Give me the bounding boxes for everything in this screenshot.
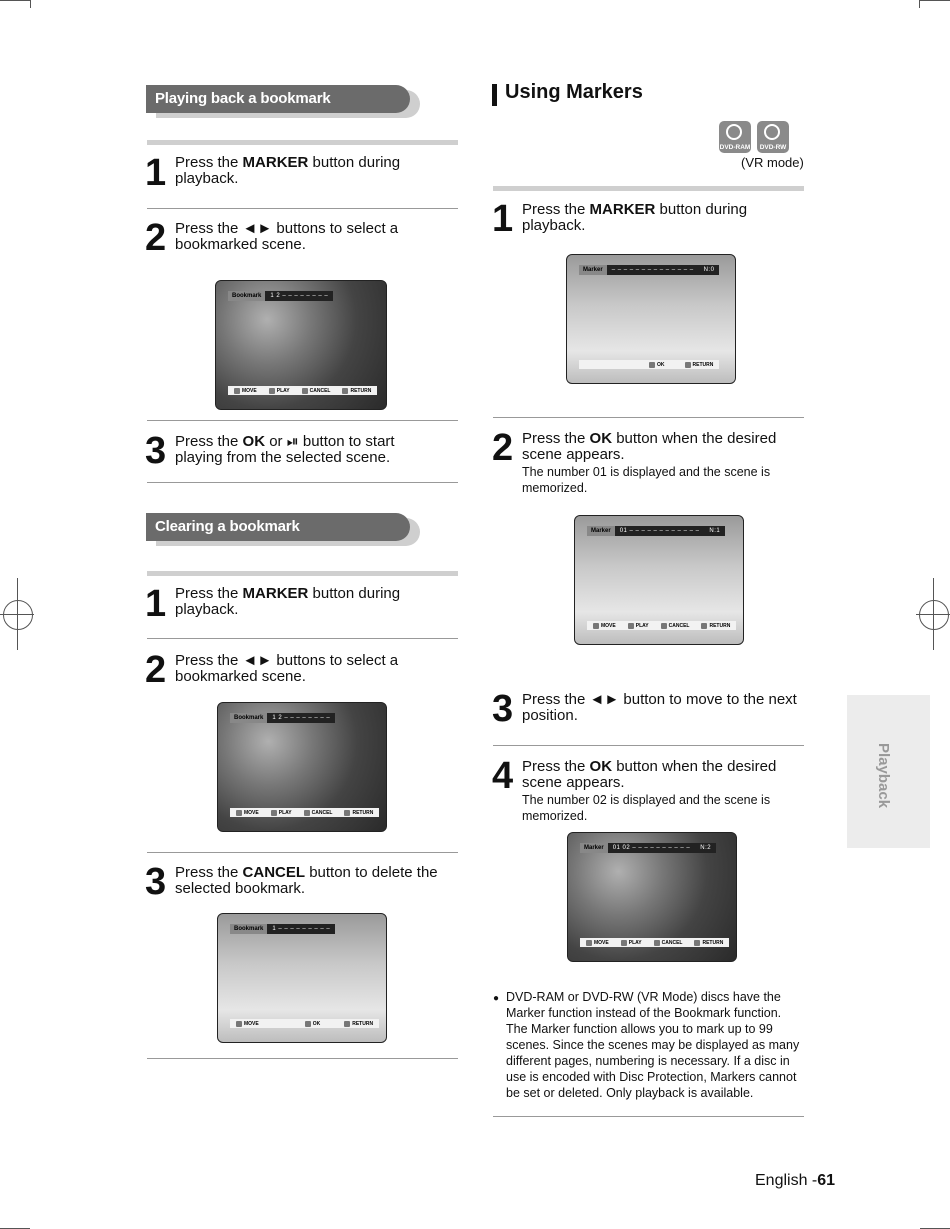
return-icon — [344, 810, 350, 816]
section-title: Playing back a bookmark — [155, 90, 331, 107]
tv-screen-bookmark — [217, 702, 387, 832]
step-text: Press the MARKER button during playback. — [175, 585, 401, 618]
note-text: DVD-RAM or DVD-RW (VR Mode) discs have the Marker function instead of the Bookmark function. The Marker function allows you to mark up to 99 scenes. Since the scenes may be displayed as many different pages, numbering is necessary. If a disc in use is encoded with Disc Protection, Markers cannot be set or deleted. Only playback is available. — [506, 990, 800, 1100]
move-icon — [236, 810, 242, 816]
step-text: Press the OK button when the desired scene appears. The number 02 is displayed and the scene is memorized. — [522, 758, 777, 823]
divider — [147, 140, 458, 145]
section-header-playing-back — [146, 85, 410, 113]
cancel-icon — [302, 388, 308, 394]
cancel-icon — [654, 940, 660, 946]
step-number: 3 — [492, 688, 512, 730]
step-number: 1 — [145, 152, 165, 194]
page-title: Using Markers — [505, 81, 643, 103]
title-bar-accent — [492, 84, 497, 106]
divider — [147, 420, 458, 421]
divider — [147, 482, 458, 483]
return-icon — [694, 940, 700, 946]
move-icon — [236, 1021, 242, 1027]
step-number: 2 — [145, 217, 165, 259]
crop-mark — [17, 578, 18, 650]
osd-buttons: MOVE PLAY CANCEL RETURN — [580, 938, 729, 947]
bullet-icon: ● — [493, 993, 500, 1004]
crop-mark — [920, 0, 950, 1]
divider — [493, 417, 804, 418]
divider — [493, 745, 804, 746]
step-number: 2 — [145, 649, 165, 691]
divider — [147, 571, 458, 576]
step-number: 4 — [492, 755, 512, 797]
return-icon — [701, 623, 707, 629]
step-text: Press the CANCEL button to delete the selected bookmark. — [175, 864, 438, 897]
crop-mark — [30, 0, 31, 8]
move-icon — [586, 940, 592, 946]
step-text: Press the ◄► buttons to select a bookmarked scene. — [175, 220, 399, 253]
osd-bar: Bookmark 1 – – – – – – – – – — [230, 924, 335, 934]
side-tab-label: Playback — [875, 743, 892, 809]
step-text: Press the OK or ⏯ button to start playing from the selected scene. — [175, 433, 395, 466]
ok-icon — [649, 362, 655, 368]
step-text: Press the ◄► button to move to the next position. — [522, 691, 797, 724]
tv-screen-marker — [567, 832, 737, 962]
osd-bar: Marker 01 – – – – – – – – – – – – N:1 — [587, 526, 725, 536]
move-icon — [234, 388, 240, 394]
dvd-rw-icon: DVD-RW — [757, 121, 789, 153]
play-icon — [269, 388, 275, 394]
step-number: 1 — [492, 198, 512, 240]
cancel-icon — [661, 623, 667, 629]
step-number: 3 — [145, 430, 165, 472]
osd-buttons: MOVE PLAY CANCEL RETURN — [228, 386, 377, 395]
dvd-ram-icon: DVD-RAM — [719, 121, 751, 153]
mode-label: (VR mode) — [741, 155, 804, 170]
tv-screen-marker — [574, 515, 744, 645]
play-icon — [621, 940, 627, 946]
step-number: 3 — [145, 861, 165, 903]
return-icon — [342, 388, 348, 394]
cancel-icon — [304, 810, 310, 816]
osd-buttons: MOVE OK RETURN — [230, 1019, 379, 1028]
divider — [147, 208, 458, 209]
divider — [147, 852, 458, 853]
crop-mark — [919, 0, 920, 8]
divider — [147, 1058, 458, 1059]
section-header-clearing — [146, 513, 410, 541]
osd-bar: Marker 01 02 – – – – – – – – – – N:2 — [580, 843, 716, 853]
osd-bar: Marker – – – – – – – – – – – – – – N:0 — [579, 265, 719, 275]
divider — [493, 1116, 804, 1117]
osd-bar: Bookmark 1 2 – – – – – – – – — [228, 291, 333, 301]
play-icon — [628, 623, 634, 629]
page-number: English -61 — [755, 1172, 836, 1189]
divider — [493, 186, 804, 191]
section-title: Clearing a bookmark — [155, 518, 300, 535]
side-tab — [847, 695, 930, 848]
step-text: Press the MARKER button during playback. — [175, 154, 401, 187]
move-icon — [593, 623, 599, 629]
registration-mark — [3, 600, 33, 630]
play-icon — [271, 810, 277, 816]
divider — [147, 638, 458, 639]
step-text: Press the OK button when the desired scene appears. The number 01 is displayed and the scene is memorized. — [522, 430, 777, 495]
ok-icon — [305, 1021, 311, 1027]
osd-buttons: MOVE PLAY CANCEL RETURN — [230, 808, 379, 817]
crop-mark — [933, 578, 934, 650]
return-icon — [685, 362, 691, 368]
osd-buttons: OK RETURN — [579, 360, 719, 369]
osd-buttons: MOVE PLAY CANCEL RETURN — [587, 621, 736, 630]
registration-mark — [919, 600, 949, 630]
osd-bar: Bookmark 1 2 – – – – – – – – — [230, 713, 335, 723]
return-icon — [344, 1021, 350, 1027]
crop-mark — [0, 0, 30, 1]
tv-screen-bookmark — [215, 280, 387, 410]
step-text: Press the ◄► buttons to select a bookmarked scene. — [175, 652, 399, 685]
tv-screen-bookmark — [217, 913, 387, 1043]
step-number: 1 — [145, 583, 165, 625]
step-number: 2 — [492, 427, 512, 469]
step-text: Press the MARKER button during playback. — [522, 201, 748, 234]
tv-screen-marker — [566, 254, 736, 384]
